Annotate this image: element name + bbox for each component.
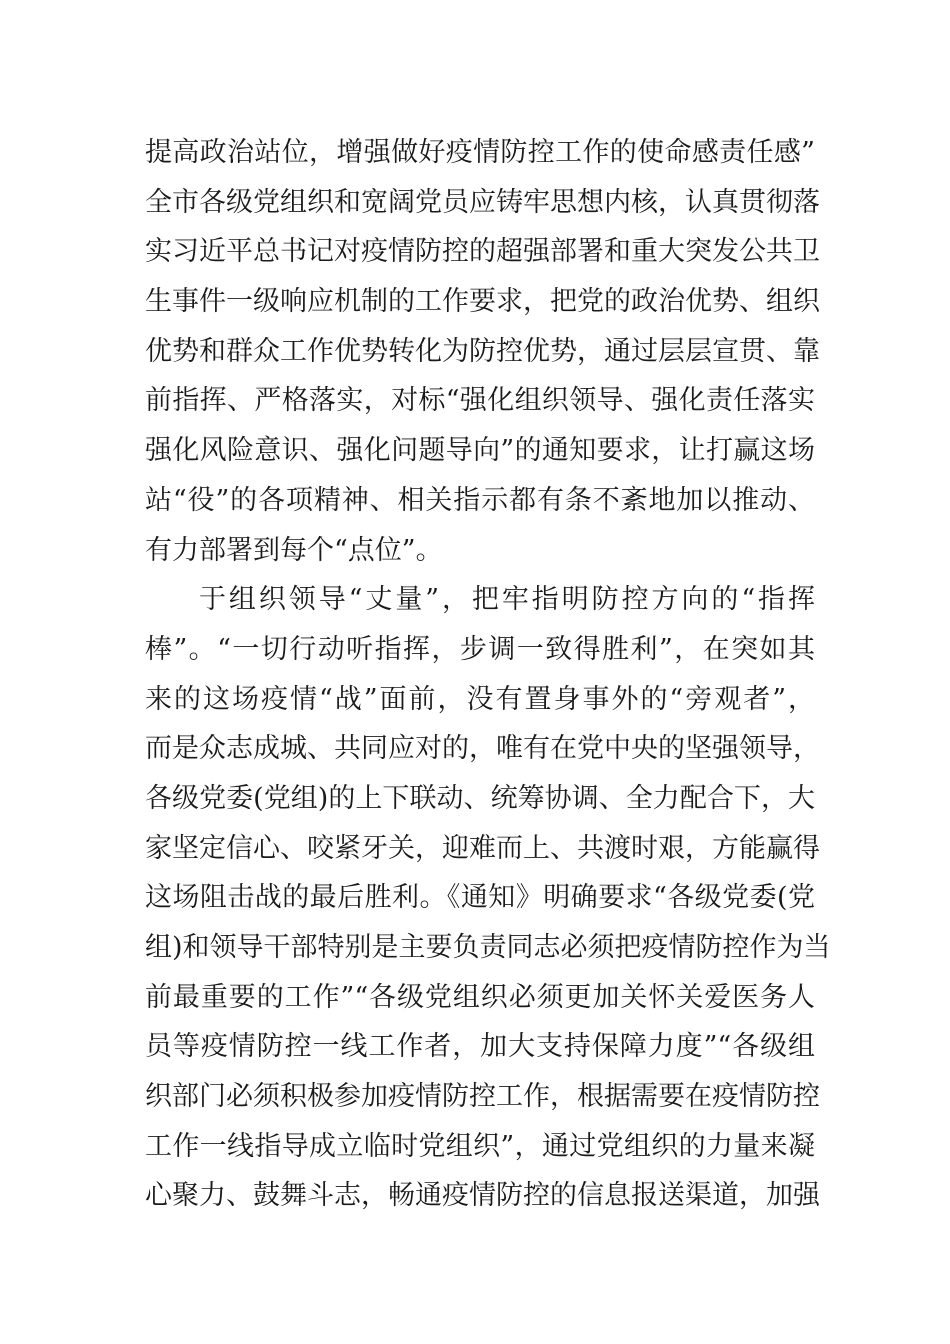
text-line: 这场阻击战的最后胜利。《通知》明确要求“各级党委(党 xyxy=(145,882,815,914)
text-line: 织部门必须积极参加疫情防控工作，根据需要在疫情防控 xyxy=(145,1081,820,1113)
text-line: 工作一线指导成立临时党组织”，通过党组织的力量来凝 xyxy=(145,1130,815,1162)
text-line: 全市各级党组织和宽阔党员应铸牢思想内核，认真贯彻落 xyxy=(145,186,820,218)
body-text xyxy=(145,128,831,1221)
text-line: 前最重要的工作”“各级党组织必须更加关怀关爱医务人 xyxy=(145,981,815,1013)
text-line: 各级党委(党组)的上下联动、统筹协调、全力配合下，大 xyxy=(145,782,815,814)
text-line: 员等疫情防控一线工作者，加大支持保障力度”“各级组 xyxy=(145,1031,815,1063)
text-line: 实习近平总书记对疫情防控的超强部署和重大突发公共卫 xyxy=(145,236,820,268)
text-line: 来的这场疫情“战”面前，没有置身事外的“旁观者”， xyxy=(145,683,815,715)
text-line: 生事件一级响应机制的工作要求，把党的政治优势、组织 xyxy=(145,286,820,318)
text-line: 心聚力、鼓舞斗志，畅通疫情防控的信息报送渠道，加强 xyxy=(145,1180,820,1212)
text-line: 棒”。“一切行动听指挥，步调一致得胜利”，在突如其 xyxy=(145,633,815,665)
text-line: 站“役”的各项精神、相关指示都有条不紊地加以推动、 xyxy=(145,484,815,516)
text-line: 强化风险意识、强化问题导向”的通知要求，让打赢这场 xyxy=(145,435,815,467)
text-line: 而是众志成城、共同应对的，唯有在党中央的坚强领导， xyxy=(145,733,820,765)
text-line: 组)和领导干部特别是主要负责同志必须把疫情防控作为当 xyxy=(145,932,831,963)
text-line: 提高政治站位，增强做好疫情防控工作的使命感责任感” xyxy=(145,137,815,168)
text-line: 有力部署到每个“点位”。 xyxy=(145,534,443,566)
text-line: 于组织领导“丈量”，把牢指明防控方向的“指挥 xyxy=(199,584,815,616)
text-line: 优势和群众工作优势转化为防控优势，通过层层宣贯、靠 xyxy=(145,335,820,367)
text-line: 家坚定信心、咬紧牙关，迎难而上、共渡时艰，方能赢得 xyxy=(145,832,820,864)
text-line: 前指挥、严格落实，对标“强化组织领导、强化责任落实 xyxy=(145,385,815,417)
